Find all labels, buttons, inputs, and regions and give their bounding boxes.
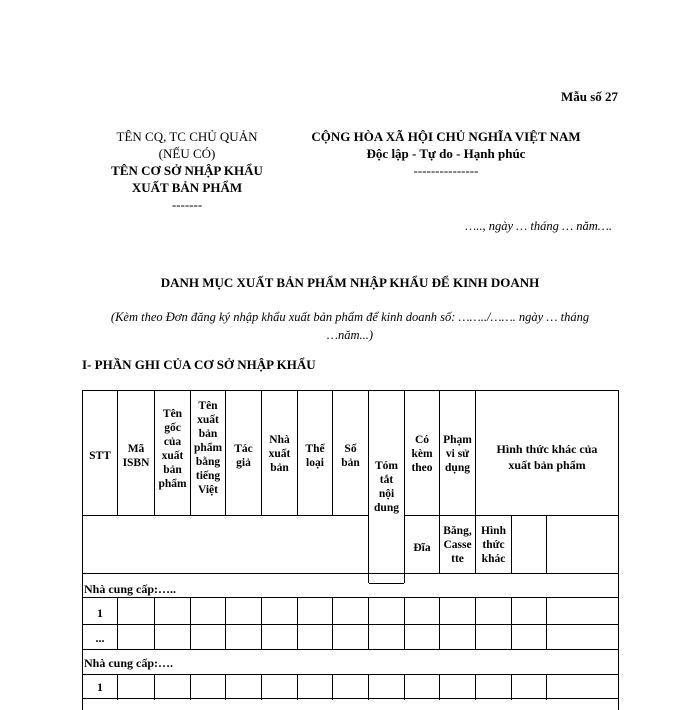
table-border — [511, 515, 512, 573]
table-border — [546, 515, 547, 573]
header-vietnamese-title: Tên xuất bản phẩm bằng tiếng Việt — [193, 400, 223, 496]
table-border — [225, 674, 226, 700]
table-border — [368, 674, 369, 700]
table-border — [154, 597, 155, 649]
subtitle-line-1: (Kèm theo Đơn đăng ký nhập khẩu xuất bản phẩm để kinh doanh số: ……../……. ngày … tháng — [110, 310, 590, 324]
table-border — [475, 674, 476, 700]
table-border — [297, 674, 298, 700]
table-border — [82, 674, 619, 675]
table-border — [82, 515, 369, 516]
national-motto: Độc lập - Tự do - Hạnh phúc — [366, 146, 526, 161]
table-border — [82, 390, 619, 391]
row-number: ... — [95, 631, 105, 645]
table-border — [546, 597, 547, 649]
agency-divider: ------- — [171, 197, 203, 212]
table-border — [82, 698, 619, 699]
agency-line-1: TÊN CQ, TC CHỦ QUẢN — [116, 129, 258, 144]
table-border — [297, 597, 298, 649]
table-border — [261, 674, 262, 700]
country-name: CỘNG HÒA XÃ HỘI CHỦ NGHĨA VIỆT NAM — [311, 129, 581, 144]
table-border — [332, 597, 333, 649]
table-border — [261, 597, 262, 649]
table-border — [404, 597, 405, 649]
header-other-forms: Hình thức khác của xuất bản phẩm — [496, 442, 598, 472]
table-border — [190, 674, 191, 700]
agency-line-4: XUẤT BẢN PHẨM — [131, 180, 243, 195]
table-border — [546, 674, 547, 700]
table-border — [475, 597, 476, 649]
header-tape: Băng, Casse tte — [443, 525, 472, 565]
row-number: 1 — [97, 680, 103, 694]
header-isbn: Mã ISBN — [122, 443, 150, 469]
header-copies: Số bản — [341, 443, 360, 469]
header-other: Hình thức khác — [481, 525, 506, 565]
table-border — [511, 674, 512, 700]
row-number: 1 — [97, 606, 103, 620]
header-attached: Có kèm theo — [411, 434, 433, 474]
supplier-label: Nhà cung cấp:….. — [84, 582, 177, 596]
table-border — [618, 390, 619, 710]
table-border — [225, 597, 226, 649]
header-scope: Phạm vi sử dụng — [443, 434, 472, 474]
table-border — [82, 597, 619, 598]
document-title: DANH MỤC XUẤT BẢN PHẨM NHẬP KHẨU ĐỂ KINH DOANH — [160, 275, 540, 290]
header-summary: Tóm tắt nội dung — [374, 460, 399, 514]
subtitle-line-2: …năm...) — [326, 328, 374, 342]
table-border — [117, 674, 118, 700]
table-border — [439, 674, 440, 700]
table-border — [82, 649, 619, 650]
supplier-label: Nhà cung cấp:…. — [84, 656, 174, 670]
header-original-title: Tên gốc của xuất bản phẩm — [158, 408, 187, 490]
header-disc: Đĩa — [413, 542, 431, 554]
table-border — [439, 597, 440, 649]
header-author: Tác giả — [234, 443, 253, 469]
table-border — [190, 597, 191, 649]
form-number: Mẫu số 27 — [560, 89, 618, 104]
table-border — [511, 597, 512, 649]
table-border — [82, 624, 619, 625]
date-line: ….., ngày … tháng … năm…. — [465, 219, 612, 233]
header-stt: STT — [89, 450, 111, 462]
header-genre: Thể loại — [305, 443, 325, 469]
table-border — [332, 674, 333, 700]
header-publisher: Nhà xuất bản — [268, 434, 291, 474]
motto-divider: --------------- — [413, 163, 479, 178]
table-border — [369, 583, 404, 584]
table-border — [154, 674, 155, 700]
table-border — [82, 390, 83, 710]
table-border — [117, 597, 118, 649]
table-border — [368, 597, 369, 649]
agency-line-2: (NẾU CÓ) — [158, 146, 216, 161]
section-heading: I- PHẦN GHI CỦA CƠ SỞ NHẬP KHẨU — [82, 357, 316, 372]
table-border — [404, 674, 405, 700]
agency-line-3: TÊN CƠ SỞ NHẬP KHẨU — [111, 163, 263, 178]
table-border — [82, 573, 619, 574]
